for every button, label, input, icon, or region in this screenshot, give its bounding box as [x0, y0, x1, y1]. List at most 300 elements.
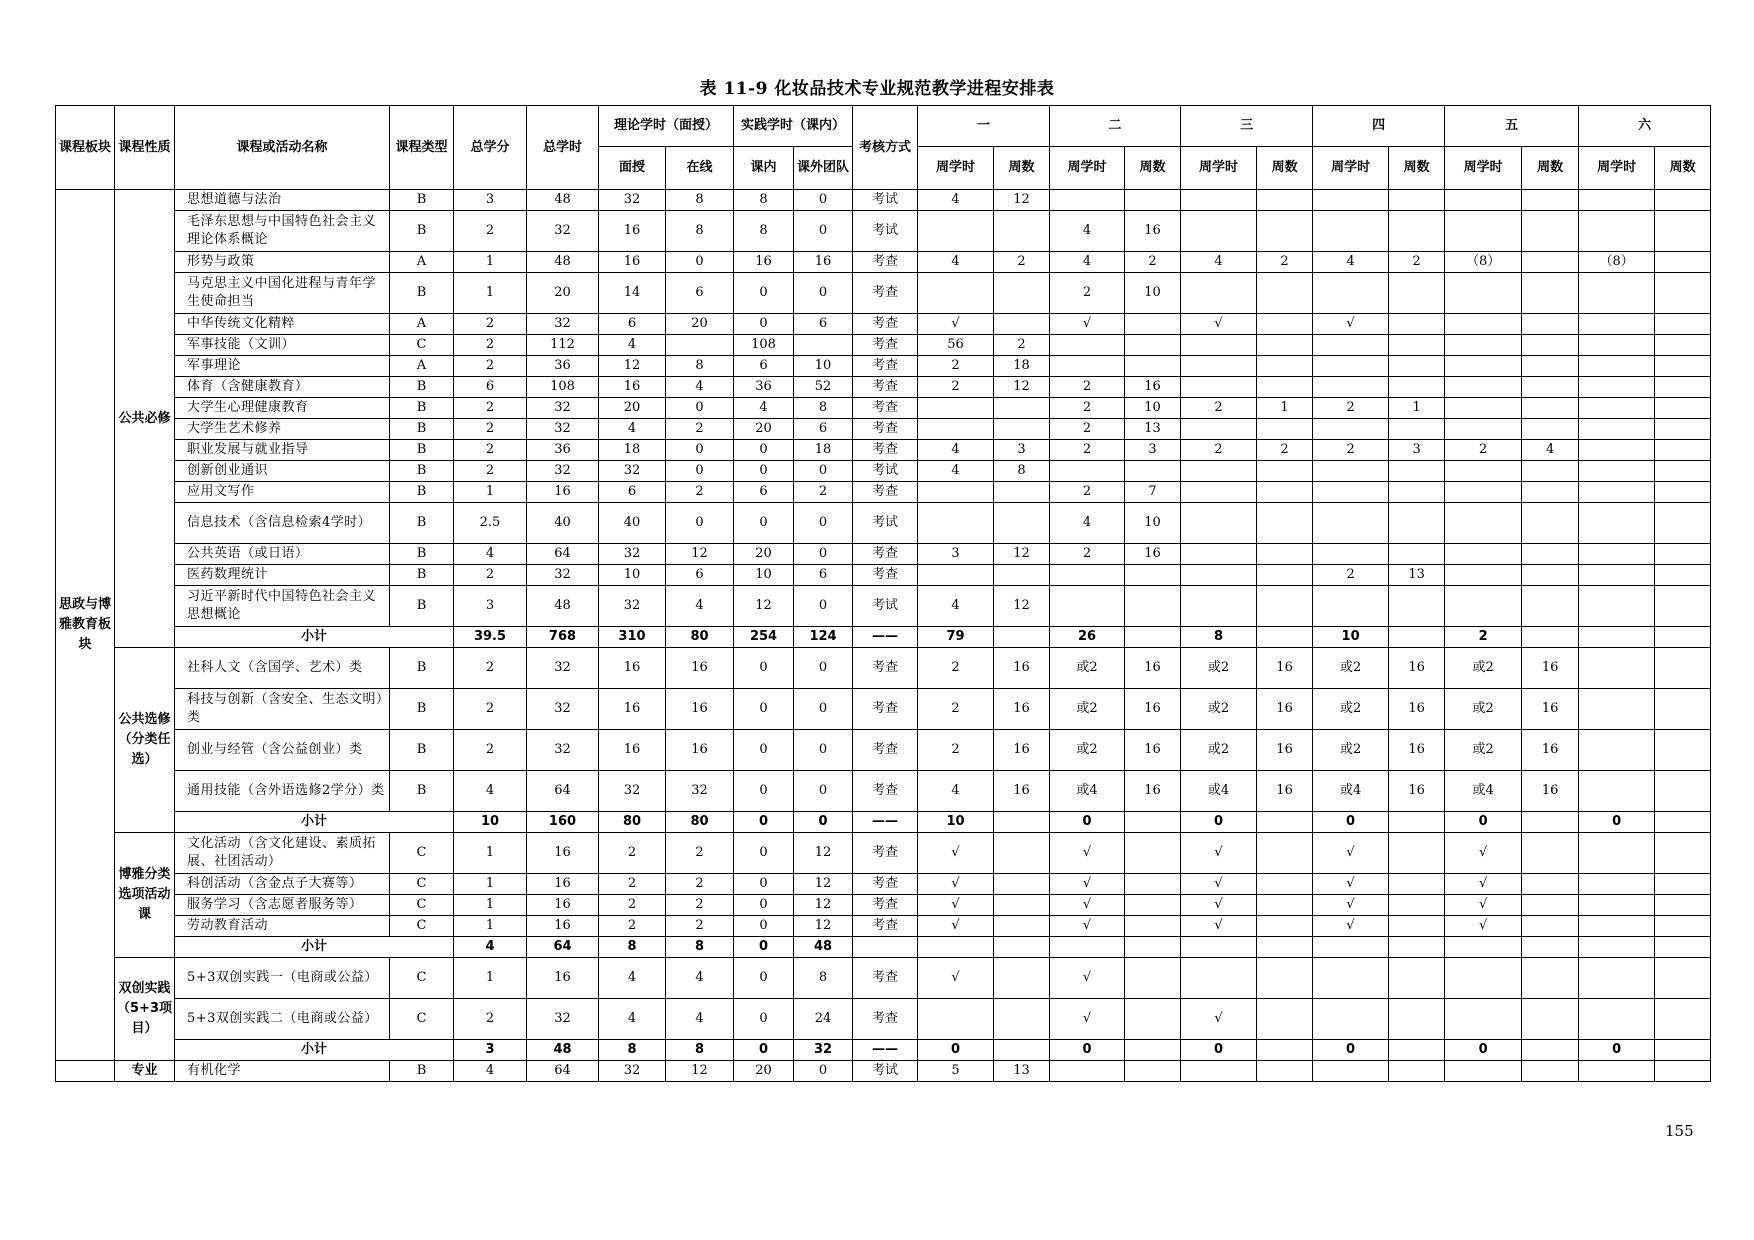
subtotal-cell: —— — [853, 627, 918, 648]
cell: 16 — [734, 252, 794, 273]
cell: 52 — [794, 377, 853, 398]
cell: 4 — [1522, 440, 1579, 461]
header-practice: 实践学时（课内） — [734, 106, 853, 147]
cell — [1655, 482, 1711, 503]
cell: 或4 — [1445, 771, 1522, 812]
cell: 2 — [454, 461, 527, 482]
cell: 2 — [1125, 252, 1181, 273]
course-name: 劳动教育活动 — [175, 916, 390, 937]
cell: B — [390, 544, 454, 565]
cell: 考查 — [853, 648, 918, 689]
course-name: 马克思主义中国化进程与青年学生使命担当 — [175, 273, 390, 314]
course-name: 军事技能（文训） — [175, 335, 390, 356]
cell — [1050, 356, 1125, 377]
cell: 考查 — [853, 440, 918, 461]
cell: 0 — [666, 461, 734, 482]
subtotal-term — [1445, 937, 1522, 958]
subtotal-empty — [1125, 627, 1181, 648]
cell: 16 — [994, 689, 1050, 730]
cell: B — [390, 461, 454, 482]
cell: 0 — [734, 440, 794, 461]
cell: 2 — [666, 916, 734, 937]
cell: 1 — [454, 874, 527, 895]
cell — [1257, 544, 1313, 565]
cell — [918, 419, 994, 440]
cell: 考查 — [853, 335, 918, 356]
cell: 112 — [527, 335, 599, 356]
cell: 6 — [599, 482, 666, 503]
cell: 4 — [1050, 211, 1125, 252]
course-name: 5+3双创实践一（电商或公益） — [175, 958, 390, 999]
cell — [1125, 586, 1181, 627]
cell: 2 — [599, 895, 666, 916]
cell: √ — [918, 916, 994, 937]
cell: 12 — [734, 586, 794, 627]
cell — [1389, 544, 1445, 565]
subtotal-term — [1050, 937, 1125, 958]
cell — [1257, 482, 1313, 503]
header-weekly: 周学时 — [1579, 147, 1655, 190]
cell: 2 — [666, 874, 734, 895]
subtotal-cell: 4 — [454, 937, 527, 958]
page-number: 155 — [1665, 1122, 1694, 1140]
cell — [1579, 398, 1655, 419]
cell: 0 — [734, 273, 794, 314]
header-weeks: 周数 — [1125, 147, 1181, 190]
cell: 12 — [794, 895, 853, 916]
cell: 2 — [454, 730, 527, 771]
cell: 3 — [1389, 440, 1445, 461]
cell: 0 — [734, 895, 794, 916]
cell: 16 — [599, 730, 666, 771]
cell — [1522, 544, 1579, 565]
cell — [1389, 999, 1445, 1040]
subtotal-term: 0 — [1579, 812, 1655, 833]
cell — [1389, 586, 1445, 627]
cell: 2 — [1257, 440, 1313, 461]
cell: 6 — [666, 273, 734, 314]
cell — [1655, 874, 1711, 895]
cell — [1445, 565, 1522, 586]
cell — [994, 211, 1050, 252]
subtotal-cell: 32 — [794, 1040, 853, 1061]
subtotal-term — [1181, 937, 1257, 958]
cell: 2 — [454, 440, 527, 461]
header-weeks: 周数 — [994, 147, 1050, 190]
cell — [1445, 503, 1522, 544]
subtotal-term — [1579, 937, 1655, 958]
cell: 8 — [794, 398, 853, 419]
course-name: 通用技能（含外语选修2学分）类 — [175, 771, 390, 812]
cell — [994, 273, 1050, 314]
cell — [1181, 461, 1257, 482]
cell — [1389, 419, 1445, 440]
cell: 0 — [794, 461, 853, 482]
subtotal-cell: 124 — [794, 627, 853, 648]
subtotal-cell: 10 — [454, 812, 527, 833]
cell: 16 — [1125, 211, 1181, 252]
cell: 或4 — [1181, 771, 1257, 812]
header-weeks: 周数 — [1655, 147, 1711, 190]
cell — [1522, 335, 1579, 356]
cell: C — [390, 958, 454, 999]
cell — [1257, 833, 1313, 874]
subtotal-empty — [1257, 627, 1313, 648]
cell: 16 — [1389, 771, 1445, 812]
cell: 2 — [1050, 398, 1125, 419]
cell: 2 — [454, 314, 527, 335]
course-name: 大学生心理健康教育 — [175, 398, 390, 419]
cell: A — [390, 314, 454, 335]
cell — [1655, 314, 1711, 335]
cell — [1257, 377, 1313, 398]
header-term-3: 三 — [1181, 106, 1313, 147]
cell: 考查 — [853, 565, 918, 586]
cell: 36 — [527, 356, 599, 377]
cell — [1445, 1061, 1522, 1082]
table-row — [56, 273, 1711, 314]
cell: √ — [1181, 833, 1257, 874]
table-row — [56, 544, 1711, 565]
cell — [1181, 482, 1257, 503]
subtotal-cell: 0 — [794, 812, 853, 833]
cell: 6 — [454, 377, 527, 398]
cell — [1579, 586, 1655, 627]
cell — [1655, 273, 1711, 314]
cell: 16 — [794, 252, 853, 273]
cell: 20 — [527, 273, 599, 314]
cell: 考查 — [853, 958, 918, 999]
cell: 12 — [994, 377, 1050, 398]
course-name: 科创活动（含金点子大赛等） — [175, 874, 390, 895]
cell: 或2 — [1181, 730, 1257, 771]
cell: B — [390, 503, 454, 544]
cell: 2 — [454, 689, 527, 730]
header-exam: 考核方式 — [853, 106, 918, 190]
cell: B — [390, 730, 454, 771]
cell: 2 — [1050, 273, 1125, 314]
subtotal-empty — [1389, 1040, 1445, 1061]
cell — [1655, 377, 1711, 398]
course-name: 科技与创新（含安全、生态文明）类 — [175, 689, 390, 730]
course-name: 大学生艺术修养 — [175, 419, 390, 440]
cell: 16 — [994, 648, 1050, 689]
cell: 考查 — [853, 730, 918, 771]
cell — [1655, 565, 1711, 586]
table-row — [56, 895, 1711, 916]
cell: √ — [1313, 833, 1389, 874]
table-body — [56, 190, 1711, 1082]
cell: 16 — [994, 771, 1050, 812]
cell: 16 — [1257, 648, 1313, 689]
cell: B — [390, 440, 454, 461]
table-row — [56, 730, 1711, 771]
cell: 考查 — [853, 689, 918, 730]
cell — [1389, 895, 1445, 916]
cell: B — [390, 419, 454, 440]
course-name: 服务学习（含志愿者服务等） — [175, 895, 390, 916]
cell — [918, 398, 994, 419]
cell: 10 — [794, 356, 853, 377]
subtotal-empty — [994, 812, 1050, 833]
cell: 1 — [1389, 398, 1445, 419]
subtotal-empty — [1522, 1040, 1579, 1061]
cell: 12 — [994, 544, 1050, 565]
cell: 6 — [794, 565, 853, 586]
cell: 或2 — [1313, 648, 1389, 689]
cell: √ — [918, 314, 994, 335]
cell: 0 — [734, 689, 794, 730]
cell — [1522, 1061, 1579, 1082]
cell: 4 — [918, 252, 994, 273]
cell — [1313, 211, 1389, 252]
cell: 2 — [1050, 544, 1125, 565]
subtotal-empty — [1389, 812, 1445, 833]
cell: 16 — [599, 648, 666, 689]
cell: 12 — [794, 833, 853, 874]
cell — [1579, 440, 1655, 461]
cell — [1655, 544, 1711, 565]
header-face: 面授 — [599, 147, 666, 190]
subtotal-cell: 8 — [599, 937, 666, 958]
subtotal-empty — [1257, 1040, 1313, 1061]
cell: 10 — [1125, 273, 1181, 314]
cell: 18 — [994, 356, 1050, 377]
subtotal-cell: 48 — [794, 937, 853, 958]
cell — [1257, 958, 1313, 999]
cell — [1389, 874, 1445, 895]
cell — [1050, 335, 1125, 356]
cell — [1655, 999, 1711, 1040]
cell: √ — [1181, 895, 1257, 916]
cell — [1050, 586, 1125, 627]
cell — [1313, 544, 1389, 565]
cell: 0 — [734, 874, 794, 895]
cell — [1579, 958, 1655, 999]
subtotal-cell: 39.5 — [454, 627, 527, 648]
cell: 32 — [527, 999, 599, 1040]
cell: 考查 — [853, 252, 918, 273]
cell: 4 — [666, 999, 734, 1040]
cell: 32 — [599, 586, 666, 627]
cell — [1050, 1061, 1125, 1082]
cell — [1655, 916, 1711, 937]
cell: 12 — [599, 356, 666, 377]
header-term-2: 二 — [1050, 106, 1181, 147]
cell: √ — [1445, 833, 1522, 874]
table-row — [56, 335, 1711, 356]
cell: 2 — [918, 730, 994, 771]
cell — [1389, 356, 1445, 377]
cell — [1181, 419, 1257, 440]
cell — [1125, 190, 1181, 211]
schedule-table — [55, 105, 1711, 1082]
course-name: 毛泽东思想与中国特色社会主义理论体系概论 — [175, 211, 390, 252]
cell: 2 — [918, 356, 994, 377]
cell: 2 — [454, 565, 527, 586]
header-weeks: 周数 — [1257, 147, 1313, 190]
cell — [1125, 999, 1181, 1040]
cell — [1579, 689, 1655, 730]
cell: 16 — [1522, 771, 1579, 812]
subtotal-empty — [1125, 1040, 1181, 1061]
cell: 0 — [794, 689, 853, 730]
cell: 32 — [527, 565, 599, 586]
cell: 0 — [794, 273, 853, 314]
cell: 32 — [527, 689, 599, 730]
cell — [1181, 1061, 1257, 1082]
cell — [1257, 999, 1313, 1040]
cell: 4 — [1313, 252, 1389, 273]
cell: 4 — [599, 999, 666, 1040]
cell — [1181, 958, 1257, 999]
cell — [1257, 874, 1313, 895]
cell: 2 — [454, 419, 527, 440]
header-weeks: 周数 — [1389, 147, 1445, 190]
table-row — [56, 503, 1711, 544]
subtotal-empty — [1522, 937, 1579, 958]
cell: 16 — [1522, 689, 1579, 730]
cell: 0 — [794, 771, 853, 812]
cell: √ — [1445, 895, 1522, 916]
cell: B — [390, 648, 454, 689]
subtotal-term: 0 — [918, 1040, 994, 1061]
cell — [1050, 565, 1125, 586]
cell: 7 — [1125, 482, 1181, 503]
cell — [1522, 419, 1579, 440]
header-term-1: 一 — [918, 106, 1050, 147]
cell — [1579, 833, 1655, 874]
cell: 或2 — [1050, 730, 1125, 771]
cell — [1125, 356, 1181, 377]
cell: C — [390, 999, 454, 1040]
cell: 2 — [454, 648, 527, 689]
cell — [1579, 648, 1655, 689]
cell: B — [390, 1061, 454, 1082]
cell: 0 — [666, 503, 734, 544]
cell — [1522, 586, 1579, 627]
cell: 16 — [599, 689, 666, 730]
table-row — [56, 958, 1711, 999]
cell — [1445, 999, 1522, 1040]
subtotal-row — [56, 627, 1711, 648]
subtotal-empty — [994, 627, 1050, 648]
cell: √ — [918, 874, 994, 895]
cell: 36 — [527, 440, 599, 461]
course-name: 文化活动（含文化建设、素质拓展、社团活动） — [175, 833, 390, 874]
cell: 6 — [794, 419, 853, 440]
cell: 2 — [666, 419, 734, 440]
subtotal-cell: 0 — [734, 937, 794, 958]
cell: 18 — [794, 440, 853, 461]
cell: 2 — [1313, 398, 1389, 419]
subtotal-cell: 8 — [599, 1040, 666, 1061]
cell: 考查 — [853, 398, 918, 419]
cell: 2 — [666, 482, 734, 503]
cell — [1655, 190, 1711, 211]
cell: C — [390, 916, 454, 937]
subtotal-cell: 0 — [734, 812, 794, 833]
subtotal-term: 8 — [1181, 627, 1257, 648]
cell — [1445, 335, 1522, 356]
header-term-4: 四 — [1313, 106, 1445, 147]
cell: 0 — [734, 771, 794, 812]
cell — [994, 482, 1050, 503]
cell: B — [390, 771, 454, 812]
cell: 64 — [527, 544, 599, 565]
header-weekly: 周学时 — [1445, 147, 1522, 190]
subtotal-empty — [1257, 812, 1313, 833]
cell: 16 — [666, 689, 734, 730]
subtotal-term: 0 — [1313, 812, 1389, 833]
header-weekly: 周学时 — [1313, 147, 1389, 190]
subtotal-cell: —— — [853, 812, 918, 833]
cell: 3 — [994, 440, 1050, 461]
cell: 32 — [527, 398, 599, 419]
cell: 2 — [454, 356, 527, 377]
subtotal-label: 小计 — [175, 627, 454, 648]
subtotal-empty — [1522, 812, 1579, 833]
cell — [1655, 503, 1711, 544]
cell: 或2 — [1181, 648, 1257, 689]
cell: 2 — [918, 689, 994, 730]
cell — [1579, 335, 1655, 356]
cell: 48 — [527, 252, 599, 273]
cell — [1445, 419, 1522, 440]
cell — [994, 565, 1050, 586]
cell: 64 — [527, 771, 599, 812]
subtotal-row — [56, 1040, 1711, 1061]
cell: 2 — [1445, 440, 1522, 461]
header-weekly: 周学时 — [1181, 147, 1257, 190]
cell: 2 — [1181, 398, 1257, 419]
cell — [1257, 1061, 1313, 1082]
cell — [1050, 461, 1125, 482]
cell: 考查 — [853, 916, 918, 937]
cell: 0 — [734, 833, 794, 874]
cell: 或4 — [1050, 771, 1125, 812]
subtotal-cell: 80 — [666, 627, 734, 648]
cell: 考查 — [853, 895, 918, 916]
cell — [1655, 1061, 1711, 1082]
cell: 20 — [734, 1061, 794, 1082]
cell: 4 — [666, 377, 734, 398]
cell — [1125, 895, 1181, 916]
cell: 3 — [1125, 440, 1181, 461]
cell: 56 — [918, 335, 994, 356]
cell: 4 — [734, 398, 794, 419]
cell: 48 — [527, 190, 599, 211]
cell — [994, 503, 1050, 544]
cell — [1181, 586, 1257, 627]
cell — [1445, 461, 1522, 482]
course-name: 应用文写作 — [175, 482, 390, 503]
cell: 2 — [1050, 440, 1125, 461]
cell — [1445, 356, 1522, 377]
cell: 6 — [794, 314, 853, 335]
header-weeks: 周数 — [1522, 147, 1579, 190]
cell: 4 — [599, 335, 666, 356]
subtotal-empty — [1389, 937, 1445, 958]
cell: 1 — [454, 833, 527, 874]
cell — [1181, 377, 1257, 398]
cell: 32 — [599, 190, 666, 211]
subtotal-term — [918, 937, 994, 958]
cell: B — [390, 273, 454, 314]
cell: 或2 — [1445, 648, 1522, 689]
header-inclass: 课内 — [734, 147, 794, 190]
subtotal-empty — [1125, 937, 1181, 958]
